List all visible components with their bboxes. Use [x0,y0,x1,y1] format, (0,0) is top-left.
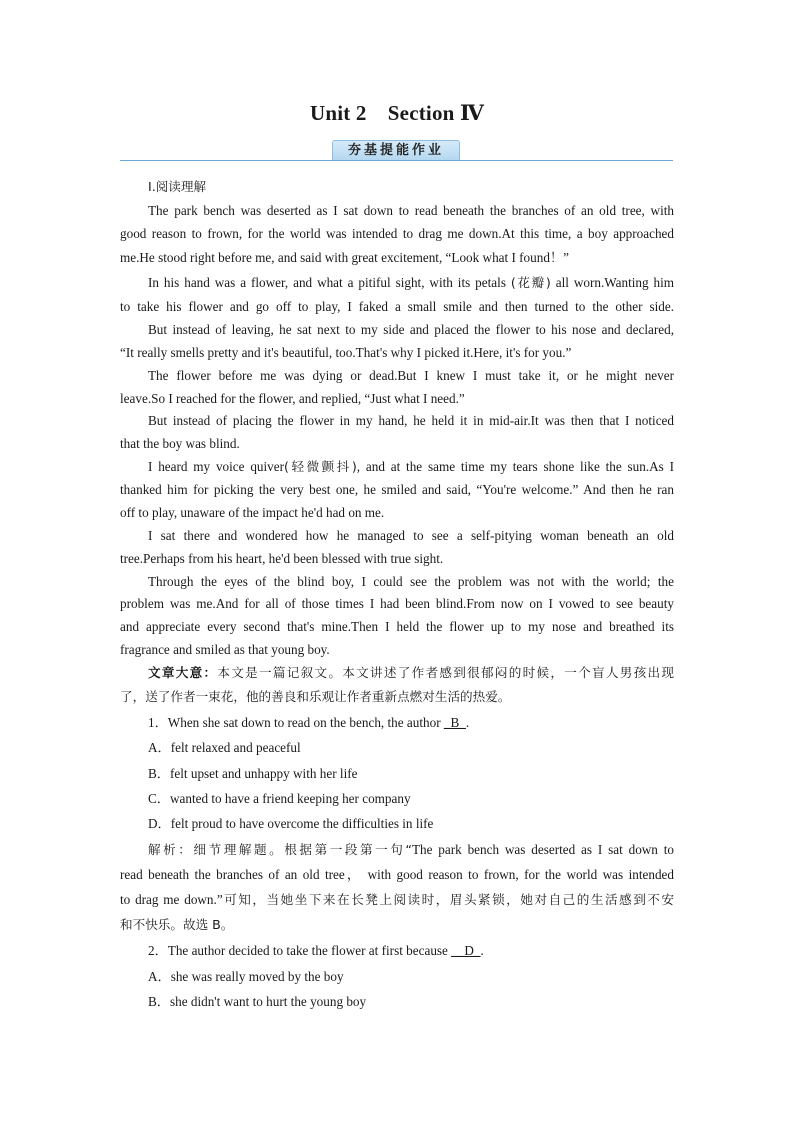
passage-line: The park bench was deserted as I sat down to read beneath the branches of an old tree, with [148,203,674,218]
passage-line: me.He stood right before me, and said with great excitement, “Look what I found！” [120,250,569,265]
passage-line: But instead of placing the flower in my hand, he held it in mid-air.It was then that I noticed [148,413,674,428]
passage-line: to take his flower and go off to play, I faked a small smile and then turned to the other side. [120,299,674,314]
question-1-answer: _B_ [443,715,466,730]
passage-line: and appreciate every second that's mine.Then I held the flower up to my nose and breathed its [120,619,674,634]
analysis-line: 和不快乐。故选 B。 [120,917,234,932]
passage-line: I sat there and wondered how he managed to see a self-pitying woman beneath an old [148,528,674,543]
analysis-line: 解析：细节理解题。根据第一段第一句“The park bench was deserted as I sat down to [148,842,675,857]
question-2-stem: 2．The author decided to take the flower at first because __D_. [148,943,484,958]
section-heading: Ⅰ.阅读理解 [148,179,207,194]
homework-banner: 夯基提能作业 [332,140,460,161]
question-2-option-a: A．she was really moved by the boy [148,969,344,984]
passage-line: But instead of leaving, he sat next to my side and placed the flower to his nose and declared, [148,322,674,337]
passage-line: “It really smells pretty and it's beautiful, too.That's why I picked it.Here, it's for you.” [120,345,572,360]
summary-line: 了，送了作者一束花，他的善良和乐观让作者重新点燃对生活的热爱。 [120,689,511,704]
analysis-line: to drag me down.”可知，当她坐下来在长凳上阅读时，眉头紧锁，她对自己的生活感到不安 [120,892,675,907]
passage-line: leave.So I reached for the flower, and replied, “Just what I need.” [120,391,465,406]
passage-line: fragrance and smiled as that young boy. [120,642,330,657]
passage-line: tree.Perhaps from his heart, he'd been blessed with true sight. [120,551,444,566]
passage-line: Through the eyes of the blind boy, I could see the problem was not with the world; the [148,574,674,589]
passage-line: The flower before me was dying or dead.But I knew I must take it, or he might never [148,368,674,383]
question-1-option-a: A．felt relaxed and peaceful [148,740,301,755]
summary-line: 文章大意：本文是一篇记叙文。本文讲述了作者感到很郁闷的时候，一个盲人男孩出现 [148,665,675,680]
passage-line: off to play, unaware of the impact he'd had on me. [120,505,385,520]
passage-line: thanked him for picking the very best one, he smiled and said, “You're welcome.” And then he ran [120,482,674,497]
banner-divider [120,160,673,161]
passage-line: In his hand was a flower, and what a pitiful sight, with its petals (花瓣) all worn.Wanting him [148,275,675,290]
question-1-option-b: B．felt upset and unhappy with her life [148,766,358,781]
question-2-answer: __D_ [451,943,481,958]
question-1-option-c: C．wanted to have a friend keeping her company [148,791,411,806]
question-1-option-d: D．felt proud to have overcome the difficulties in life [148,816,434,831]
passage-line: good reason to frown, for the world was intended to drag me down.At this time, a boy approached [120,226,674,241]
analysis-line: read beneath the branches of an old tree， with good reason to frown, for the world was intended [120,867,674,882]
question-1-stem: 1．When she sat down to read on the bench, the author _B_. [148,715,470,730]
question-2-option-b: B．she didn't want to hurt the young boy [148,994,367,1009]
passage-line: that the boy was blind. [120,436,240,451]
passage-line: problem was me.And for all of those times I had been blind.From now on I vowed to see beauty [120,596,674,611]
passage-line: I heard my voice quiver(轻微颤抖), and at the same time my tears shone like the sun.As I [148,459,675,474]
page-title: Unit 2 Section Ⅳ [309,101,485,125]
